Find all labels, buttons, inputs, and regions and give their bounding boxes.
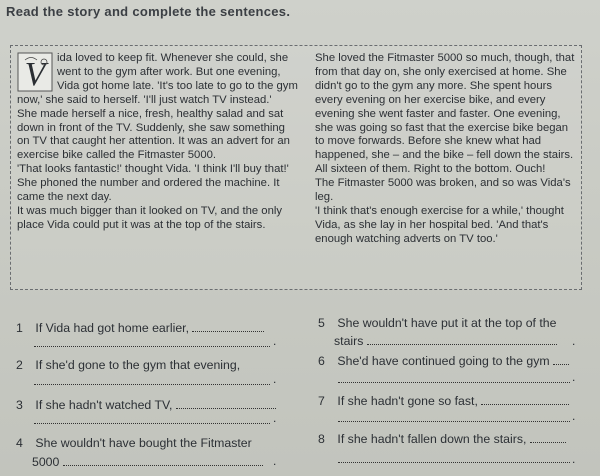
period: . (572, 409, 576, 423)
period: . (273, 334, 277, 348)
answer-line[interactable] (553, 364, 569, 365)
question-4-continuation (32, 455, 263, 469)
question-text: stairs (334, 334, 364, 348)
question-text: If she hadn't watched TV, (35, 398, 173, 412)
period: . (273, 454, 277, 468)
question-text: If she'd gone to the gym that evening, (35, 358, 241, 372)
story-box (10, 45, 582, 290)
story-paragraph: She loved the Fitmaster 5000 so much, though, that from that day on, she only exercised at home. She didn't go to the gym any more. She spent hours every evening on her exercise bike, and every evening she went faster and faster. One evening, she was going so fast that the exercise bike began to move forwards. Before she knew what had happened, she – and the bike – fell down the stairs. All sixteen of them. Right to the bottom. Ouch! (315, 52, 575, 176)
question-text: If she hadn't gone so fast, (337, 394, 478, 408)
period: . (572, 370, 576, 384)
answer-line[interactable] (338, 462, 570, 463)
story-paragraph: It was much bigger than it looked on TV, and the only place Vida could put it was at the top of the stairs. (17, 204, 283, 231)
question-6 (318, 354, 569, 368)
question-1 (16, 321, 264, 335)
question-number: 2 (16, 358, 23, 372)
story-paragraph: ida loved to keep fit. Whenever she could, she went to the gym after work. But one evening, Vida got home late. 'It's too late to go to the gym now,' she said to herself. 'I'll just watch TV instead.' (17, 52, 298, 106)
story-paragraph: She made herself a nice, fresh, healthy salad and sat down in front of the TV. Suddenly, she saw something on TV that caught her attention. It was an advert for an exercise bike called the Fitmaster 5000. (17, 107, 290, 162)
question-text: If she hadn't fallen down the stairs, (337, 432, 527, 446)
dropcap-v-illustration (17, 52, 53, 92)
question-8 (318, 432, 566, 446)
question-4 (16, 436, 252, 450)
answer-line[interactable] (367, 344, 557, 345)
story-right-column (315, 52, 577, 247)
svg-text:V: V (24, 56, 46, 92)
answer-line[interactable] (34, 384, 270, 385)
question-number: 3 (16, 398, 23, 412)
answer-line[interactable] (481, 404, 569, 405)
question-number: 6 (318, 354, 325, 368)
period: . (572, 334, 576, 348)
answer-line[interactable] (192, 331, 264, 332)
question-5 (318, 316, 556, 330)
question-5-continuation (334, 334, 557, 348)
period: . (572, 452, 576, 466)
question-3 (16, 398, 276, 412)
story-paragraph: 'That looks fantastic!' thought Vida. 'I think I'll buy that!' (17, 163, 289, 176)
answer-line[interactable] (34, 346, 270, 347)
story-paragraph: 'I think that's enough exercise for a while,' thought Vida, as she lay in her hospital bed. 'And that's enough watching adverts on TV too.' (315, 204, 564, 245)
answer-line[interactable] (338, 382, 570, 383)
question-number: 8 (318, 432, 325, 446)
answer-line[interactable] (63, 465, 263, 466)
instruction: Read the story and complete the sentences. (6, 4, 291, 19)
period: . (273, 411, 277, 425)
question-number: 5 (318, 316, 325, 330)
answer-line[interactable] (176, 408, 276, 409)
question-text: She wouldn't have put it at the top of the (337, 316, 557, 330)
question-text: 5000 (32, 455, 60, 469)
question-text: If Vida had got home earlier, (35, 321, 190, 335)
answer-line[interactable] (530, 442, 566, 443)
answer-line[interactable] (338, 421, 570, 422)
question-7 (318, 394, 569, 408)
question-text: She wouldn't have bought the Fitmaster (35, 436, 252, 450)
story-paragraph: She phoned the number and ordered the machine. It came the next day. (17, 177, 280, 204)
story-left-column (17, 52, 300, 233)
question-2 (16, 358, 240, 372)
answer-line[interactable] (34, 423, 270, 424)
period: . (273, 372, 277, 386)
question-number: 7 (318, 394, 325, 408)
question-number: 1 (16, 321, 23, 335)
question-number: 4 (16, 436, 23, 450)
story-paragraph: The Fitmaster 5000 was broken, and so was Vida's leg. (315, 177, 571, 204)
question-text: She'd have continued going to the gym (337, 354, 550, 368)
